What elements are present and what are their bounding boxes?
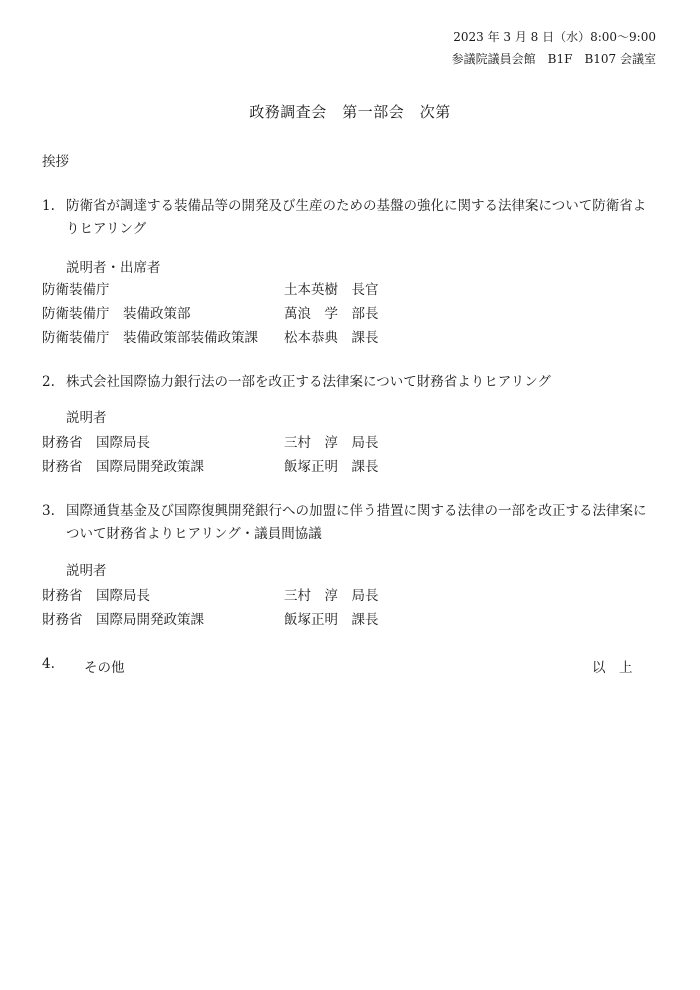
- item-2-presenters-label: 説明者: [66, 410, 107, 426]
- item-3-text: 国際通貨基金及び国際復興開発銀行への加盟に伴う措置に関する法律の一部を改正する法律案について財務省よりヒアリング・議員間協議: [66, 503, 647, 542]
- header-venue: 参議院議員会館 B1F B107 会議室: [451, 52, 656, 66]
- item-3-presenter-1-name: 三村 淳 局長: [284, 588, 379, 604]
- item-1-presenters-label: 説明者・出席者: [66, 260, 161, 276]
- item-4-text: その他: [84, 660, 125, 676]
- page-title: 政務調査会 第一部会 次第: [249, 103, 451, 121]
- item-1-number: 1.: [42, 198, 55, 214]
- item-1-presenter-2-name: 萬浪 学 部長: [284, 306, 379, 322]
- item-3-presenter-2-org: 財務省 国際局開発政策課: [42, 612, 204, 628]
- item-1-presenter-3-org: 防衛装備庁 装備政策部装備政策課: [42, 330, 258, 346]
- item-4-number: 4.: [42, 656, 55, 672]
- item-1-presenter-3-name: 松本恭典 課長: [284, 330, 379, 346]
- header-date-time: 2023 年 3 月 8 日（水）8:00〜9:00: [453, 30, 656, 44]
- item-1-presenter-2-org: 防衛装備庁 装備政策部: [42, 306, 191, 322]
- item-1-presenter-1-org: 防衛装備庁: [42, 282, 110, 298]
- item-2-presenter-1-org: 財務省 国際局長: [42, 435, 150, 451]
- item-3-presenters-label: 説明者: [66, 563, 107, 579]
- greeting: 挨拶: [42, 154, 69, 170]
- item-1-presenter-1-name: 土本英樹 長官: [284, 282, 379, 298]
- item-1-text: 防衛省が調達する装備品等の開発及び生産のための基盤の強化に関する法律案について防衛省よりヒアリング: [66, 198, 647, 237]
- closing-mark: 以 上: [592, 660, 633, 676]
- item-2-presenter-2-org: 財務省 国際局開発政策課: [42, 459, 204, 475]
- item-3-presenter-1-org: 財務省 国際局長: [42, 588, 150, 604]
- item-2-presenter-1-name: 三村 淳 局長: [284, 435, 379, 451]
- item-2-presenter-2-name: 飯塚正明 課長: [284, 459, 379, 475]
- item-3-presenter-2-name: 飯塚正明 課長: [284, 612, 379, 628]
- item-2-number: 2.: [42, 374, 55, 390]
- item-2-text: 株式会社国際協力銀行法の一部を改正する法律案について財務省よりヒアリング: [66, 374, 551, 390]
- item-3-number: 3.: [42, 503, 55, 519]
